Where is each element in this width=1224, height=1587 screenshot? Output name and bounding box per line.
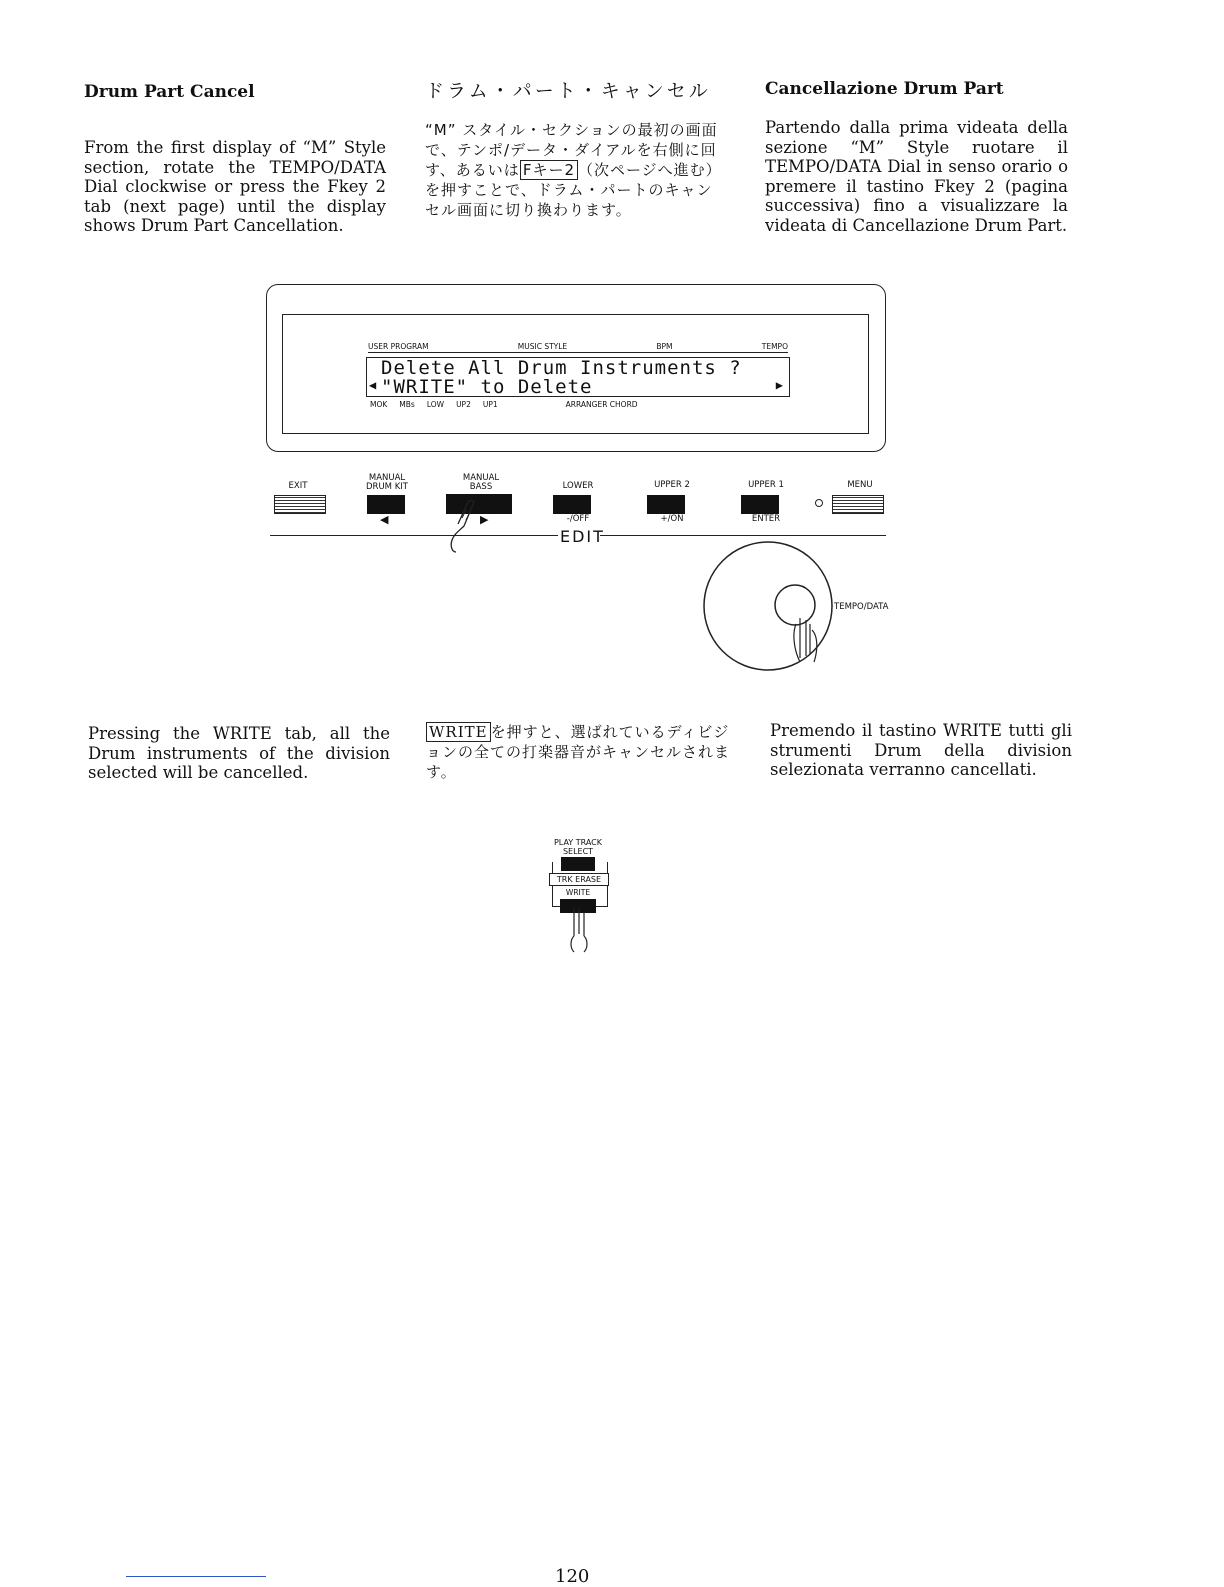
upper1-label: UPPER 1 — [748, 480, 784, 490]
english-heading: Drum Part Cancel — [84, 82, 255, 102]
lcd-label-mok: MOK — [370, 400, 388, 409]
japanese-after-text: を押すと、選ばれているディビジョンの全ての打楽器音がキャンセルされます。 — [426, 723, 731, 781]
upper2-label: UPPER 2 — [654, 480, 690, 490]
write-label: WRITE — [565, 888, 591, 897]
bottom-rule — [126, 1576, 266, 1577]
lcd-label-tempo: TEMPO — [761, 342, 788, 351]
lcd-label-up1: UP1 — [482, 400, 498, 409]
lcd-label-arranger-chord: ARRANGER CHORD — [565, 400, 638, 409]
tempo-data-label: TEMPO/DATA — [834, 602, 889, 612]
lcd-top-labels — [368, 342, 788, 353]
english-intro: From the first display of “M” Style section, rotate the TEMPO/DATA Dial clockwise or press the Fkey 2 tab (next page) until the display shows Drum Part Cancellation. — [84, 138, 386, 235]
left-triangle-icon: ◀ — [380, 513, 389, 526]
menu-led-icon — [815, 499, 823, 507]
japanese-intro-part2: （次ページへ進む）を押すことで、ドラム・パートのキャンセル画面に切り換わります。 — [425, 161, 722, 219]
english-after: Pressing the WRITE tab, all the Drum instruments of the division selected will be cancelled. — [88, 724, 390, 782]
edit-divider-left — [270, 535, 558, 536]
lower-label: LOWER — [562, 481, 594, 491]
lower-button[interactable] — [553, 495, 591, 514]
page-number: 120 — [555, 1566, 590, 1587]
menu-button[interactable] — [832, 495, 884, 514]
italian-intro: Partendo dalla prima videata della sezione “M” Style ruotare il TEMPO/DATA Dial in senso orario o premere il tastino Fkey 2 (pagina successiva) fino a visualizzare la videata di Cancellazione Drum Part. — [765, 118, 1068, 235]
japanese-intro-part1: “M” スタイル・セクションの最初の画面で、テンポ/データ・ダイアルを右側に回す、あるいは — [425, 121, 718, 179]
right-triangle-icon: ▶ — [480, 513, 489, 526]
japanese-heading: ドラム・パート・キャンセル — [425, 80, 711, 102]
edit-divider-right — [600, 535, 886, 536]
lcd-label-bpm: BPM — [656, 342, 673, 351]
japanese-after — [426, 722, 731, 782]
manual-bass-label: MANUAL BASS — [462, 473, 500, 492]
pressing-hand-icon — [444, 498, 484, 554]
lcd-screen — [366, 357, 790, 397]
left-arrow-icon: ◀ — [369, 378, 377, 392]
right-arrow-icon: ▶ — [775, 378, 783, 392]
trk-erase-label: TRK ERASE — [549, 873, 609, 886]
edit-label: EDIT — [560, 527, 605, 546]
exit-button[interactable] — [274, 495, 326, 514]
tempo-data-dial[interactable] — [700, 538, 840, 678]
fkey2-key-label: Fキー2 — [520, 160, 578, 180]
write-key-label: WRITE — [426, 722, 491, 742]
play-track-select-label: PLAY TRACK SELECT — [553, 838, 603, 856]
menu-label: MENU — [847, 480, 873, 490]
lcd-display-panel — [266, 284, 888, 454]
minus-off-label: -/OFF — [566, 514, 590, 524]
lcd-line-1: Delete All Drum Instruments ? — [381, 357, 742, 379]
lcd-label-low: LOW — [426, 400, 445, 409]
lcd-bottom-labels — [370, 400, 790, 410]
italian-heading: Cancellazione Drum Part — [765, 79, 1004, 99]
japanese-intro — [425, 120, 727, 220]
lcd-label-user-program: USER PROGRAM — [368, 342, 429, 351]
lcd-label-mbs: MBs — [399, 400, 415, 409]
manual-drum-kit-label: MANUAL DRUM KIT — [366, 473, 408, 492]
italian-after: Premendo il tastino WRITE tutti gli strumenti Drum della division selezionata verranno cancellati. — [770, 721, 1072, 779]
lcd-label-up2: UP2 — [456, 400, 471, 409]
lcd-label-music-style: MUSIC STYLE — [517, 342, 568, 351]
lcd-line-2: "WRITE" to Delete — [381, 376, 593, 398]
upper2-button[interactable] — [647, 495, 685, 514]
plus-on-label: +/ON — [660, 514, 684, 524]
finger-icon — [566, 906, 592, 954]
enter-label: ENTER — [751, 514, 781, 524]
upper1-button[interactable] — [741, 495, 779, 514]
manual-drum-kit-button[interactable] — [367, 495, 405, 514]
exit-label: EXIT — [288, 481, 308, 491]
